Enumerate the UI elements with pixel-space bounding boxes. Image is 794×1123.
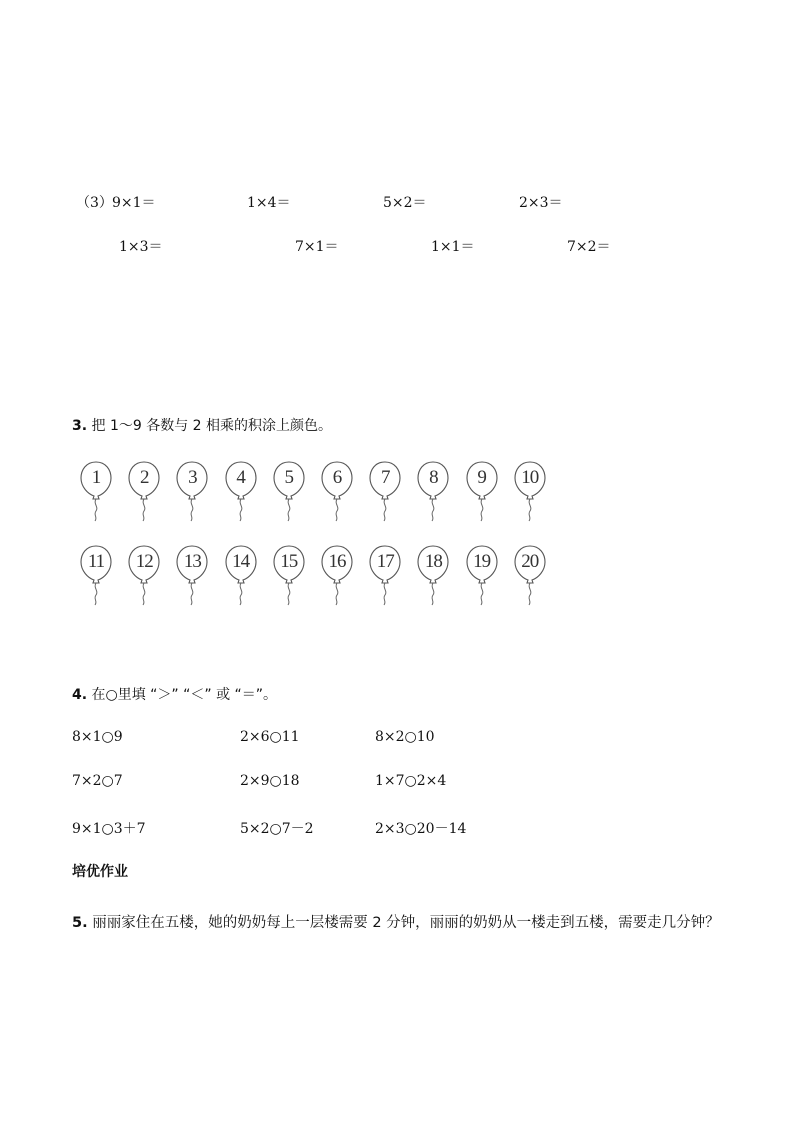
comparison-item: 2×9○18 <box>240 773 300 789</box>
part3-row2-item: 1×3＝ <box>119 239 163 255</box>
question-4 <box>72 684 277 704</box>
balloon[interactable] <box>415 460 451 530</box>
balloon-number: 6 <box>332 467 342 488</box>
balloon[interactable] <box>223 460 259 530</box>
balloon-number: 2 <box>139 467 149 488</box>
balloon[interactable] <box>78 544 114 614</box>
balloon-number: 17 <box>376 551 394 572</box>
balloon[interactable] <box>126 460 162 530</box>
question-text: 在○里填 “＞” “＜” 或 “＝”。 <box>91 687 278 703</box>
balloon-number: 10 <box>521 467 539 488</box>
part3-row1-item: 2×3＝ <box>519 195 563 211</box>
balloon-number: 4 <box>236 467 245 488</box>
question-number: 5. <box>72 915 88 931</box>
question-text: 把 1～9 各数与 2 相乘的积涂上颜色。 <box>91 418 333 434</box>
question-3 <box>72 415 332 435</box>
balloon-number: 3 <box>188 467 197 488</box>
comparison-item: 8×1○9 <box>72 729 123 745</box>
part3-row2-item: 7×2＝ <box>567 239 611 255</box>
balloon-number: 14 <box>232 551 250 572</box>
comparison-item: 2×3○20－14 <box>375 821 467 837</box>
balloon-number: 12 <box>135 551 153 572</box>
balloon[interactable] <box>319 544 355 614</box>
balloon-number: 20 <box>521 551 539 572</box>
part3-label: （3） <box>76 195 113 211</box>
balloon[interactable] <box>464 544 500 614</box>
balloon[interactable] <box>126 544 162 614</box>
balloon-number: 5 <box>284 467 294 488</box>
balloon-number: 9 <box>477 467 486 488</box>
balloon-number: 18 <box>424 551 442 572</box>
part3-row1-item: 9×1＝ <box>112 195 156 211</box>
question-text: 丽丽家住在五楼，她的奶奶每上一层楼需要 2 分钟，丽丽的奶奶从一楼走到五楼，需要走几分钟？ <box>92 915 720 931</box>
balloon-number: 13 <box>183 551 201 572</box>
balloon[interactable] <box>78 460 114 530</box>
balloon-number: 11 <box>87 551 105 572</box>
section-title: 培优作业 <box>72 864 128 880</box>
balloon[interactable] <box>223 544 259 614</box>
part3-row2-item: 1×1＝ <box>431 239 475 255</box>
balloon[interactable] <box>367 460 403 530</box>
balloon[interactable] <box>464 460 500 530</box>
balloon-number: 1 <box>91 467 101 488</box>
part3-row2-item: 7×1＝ <box>295 239 339 255</box>
part3-row1-item: 5×2＝ <box>383 195 427 211</box>
comparison-item: 1×7○2×4 <box>375 773 447 789</box>
balloon[interactable] <box>319 460 355 530</box>
comparison-item: 7×2○7 <box>72 773 123 789</box>
comparison-item: 8×2○10 <box>375 729 435 745</box>
balloon[interactable] <box>415 544 451 614</box>
balloon[interactable] <box>367 544 403 614</box>
balloon-number: 8 <box>429 467 438 488</box>
balloon[interactable] <box>174 544 210 614</box>
comparison-item: 5×2○7－2 <box>240 821 314 837</box>
part3-row1-item: 1×4＝ <box>247 195 291 211</box>
balloon-number: 7 <box>380 467 390 488</box>
balloon-number: 19 <box>473 551 491 572</box>
balloon[interactable] <box>512 544 548 614</box>
balloon[interactable] <box>271 460 307 530</box>
balloon[interactable] <box>174 460 210 530</box>
comparison-item: 2×6○11 <box>240 729 300 745</box>
question-number: 4. <box>72 687 88 703</box>
question-5 <box>72 906 732 940</box>
question-number: 3. <box>72 418 88 434</box>
balloon[interactable] <box>512 460 548 530</box>
balloon[interactable] <box>271 544 307 614</box>
balloon-number: 16 <box>328 551 346 572</box>
balloon-row-2 <box>78 544 548 614</box>
balloon-row-1 <box>78 460 548 530</box>
balloon-number: 15 <box>280 551 298 572</box>
comparison-item: 9×1○3＋7 <box>72 821 146 837</box>
